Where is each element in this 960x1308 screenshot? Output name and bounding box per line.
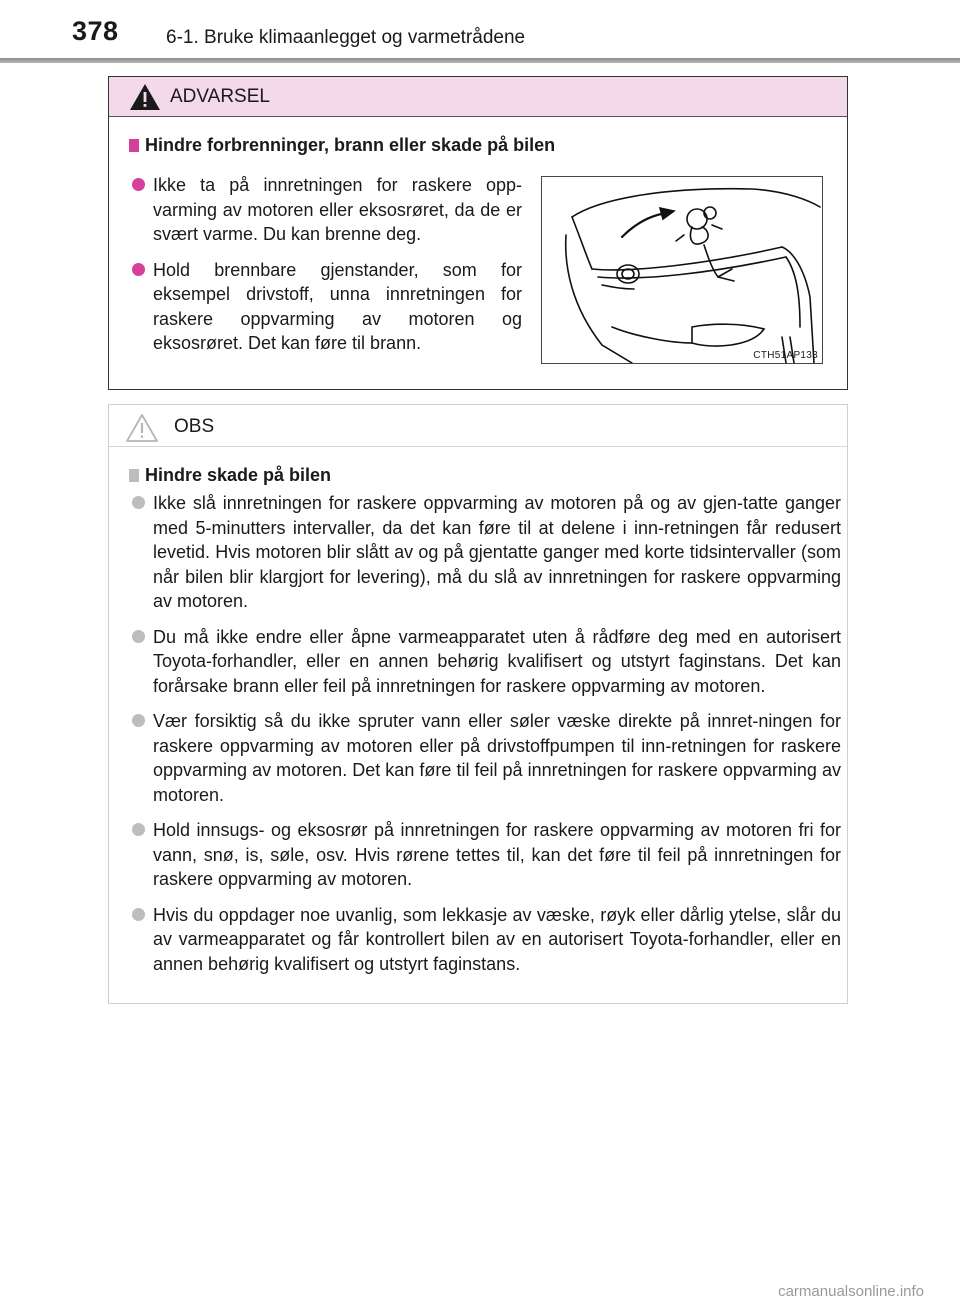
car-hood-heater-illustration — [542, 177, 822, 363]
notice-box-header — [109, 405, 847, 447]
list-item-text: Du må ikke endre eller åpne varmeapparatet uten å rådføre deg med en autorisert Toyota-forhandler, eller en annen behørig kvalifisert og utstyrt faginstans. Det kan forårsake brann eller feil på innretningen for raskere oppvarming av motoren. — [153, 626, 841, 696]
warning-triangle-icon — [129, 83, 161, 111]
list-item — [129, 625, 841, 699]
list-item-text: Hvis du oppdager noe uvanlig, som lekkasje av væske, røyk eller dårlig ytelse, slår du av varmeapparatet og får kontrollert bilen av en autorisert Toyota-forhandler, eller en annen behørig kvalifisert og utstyrt faginstans. — [153, 904, 841, 974]
warning-subheading — [129, 135, 555, 156]
page-number: 378 — [72, 16, 119, 46]
header-rule — [0, 58, 960, 63]
caution-triangle-outline-icon — [125, 413, 159, 443]
figure-code: CTH51AP133 — [753, 350, 818, 361]
list-item — [129, 258, 522, 356]
list-item-text: Ikke slå innretningen for raskere oppvarming av motoren på og av gjen-tatte ganger med 5-minutters intervaller, da det kan føre til at delene i inn-retningen får redusert levetid. Hvis motoren blir slått av og på gjentatte ganger med korte tidsintervaller (som når bilen blir klargjort for levering), må du slå av innretningen for raskere oppvarming av motoren. — [153, 493, 841, 611]
circle-bullet-icon — [132, 630, 145, 643]
watermark: carmanualsonline.info — [778, 1283, 924, 1300]
warning-box — [108, 76, 848, 390]
circle-bullet-icon — [132, 823, 145, 836]
list-item — [129, 491, 841, 614]
list-item-text: Vær forsiktig så du ikke spruter vann eller søler væske direkte på innret-ningen for raskere oppvarming av motoren eller på drivstoffpumpen til inn-retningen for raskere oppvarming av motoren. Det kan føre til feil på innretningen for raskere oppvarming av motoren. — [153, 711, 841, 805]
warning-heading-text: Hindre forbrenninger, brann eller skade på bilen — [145, 135, 556, 155]
circle-bullet-icon — [132, 496, 145, 509]
car-front-illustration — [541, 176, 823, 364]
notice-list — [129, 491, 841, 987]
list-item-text: Ikke ta på innretningen for raskere opp-varming av motoren eller eksosrøret, da de er svært varme. Du kan brenne deg. — [153, 175, 522, 244]
circle-bullet-icon — [132, 178, 145, 191]
warning-box-header — [109, 77, 847, 117]
list-item — [129, 818, 841, 892]
square-bullet-icon — [129, 139, 139, 152]
notice-heading-text: Hindre skade på bilen — [145, 465, 332, 485]
warning-list — [129, 173, 522, 367]
list-item — [129, 709, 841, 807]
square-bullet-icon — [129, 469, 139, 482]
section-title: 6-1. Bruke klimaanlegget og varmetrådene — [166, 27, 526, 48]
list-item-text: Hold brennbare gjenstander, som for eksempel drivstoff, unna innretningen for raskere oppvarming av motoren og eksosrøret. Det kan føre til brann. — [153, 259, 522, 353]
circle-bullet-icon — [132, 263, 145, 276]
notice-box — [108, 404, 848, 1004]
circle-bullet-icon — [132, 714, 145, 727]
notice-label: OBS — [174, 416, 215, 437]
circle-bullet-icon — [132, 908, 145, 921]
warning-label: ADVARSEL — [170, 86, 270, 107]
list-item — [129, 173, 522, 247]
page-header — [0, 0, 960, 60]
notice-subheading — [129, 465, 331, 486]
list-item — [129, 903, 841, 977]
list-item-text: Hold innsugs- og eksosrør på innretningen for raskere oppvarming av motoren fri for vann, snø, is, søle, osv. Hvis rørene tettes til, kan det føre til feil på innretningen for raskere oppvarming av motoren. — [153, 820, 841, 889]
